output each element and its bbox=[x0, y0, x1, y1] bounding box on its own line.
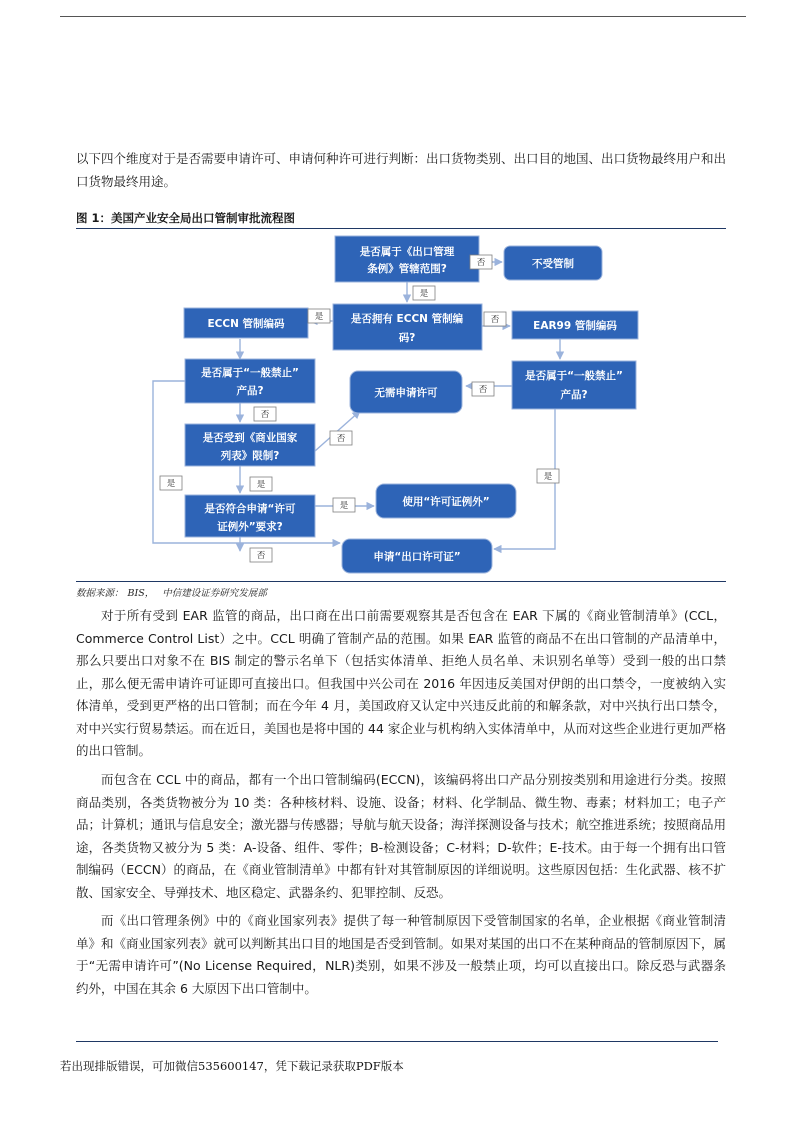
source-org: 中信建设证券研究发展部 bbox=[162, 588, 267, 599]
tag-q3-yes bbox=[160, 476, 182, 490]
svg-text:否: 否 bbox=[256, 551, 266, 561]
box-use-exception bbox=[376, 484, 516, 518]
box-eccn bbox=[184, 308, 308, 338]
box-q3-line1: 是否属于“一般禁止” bbox=[201, 367, 299, 379]
tag-q1-no bbox=[470, 255, 492, 269]
figure-source bbox=[76, 585, 267, 599]
box-ear99 bbox=[512, 311, 638, 339]
svg-text:是: 是 bbox=[256, 480, 266, 490]
body-paragraph-1: 对于所有受到 EAR 监管的商品，出口商在出口前需要观察其是否包含在 EAR 下属的《商业管制清单》(CCL，Commerce Control List）之中。CCL 明确了管制产品的范围。如果 EAR 监管的商品不在出口管制的产品清单中，那么只要出口对象不在 BIS 制定的警示名单下（包括实体清单、拒绝人员名单、未识别名单等）受到一般的出口禁止，那么便无需申请许可证即可直接出口。但我国中兴公司在 2016 年因违反美国对伊朗的出口禁令，一度被纳入实体清单，受到更严格的出口管制；而在今年 4 月，美国政府又认定中兴违反此前的和解条款，对中兴执行出口禁令，对中兴实行贸易禁运。而在近日，美国也是将中国的 44 家企业与机构纳入实体清单中，从而对这些企业进行更加严格的出口管制。 bbox=[76, 608, 726, 758]
tag-q4-yes bbox=[537, 469, 559, 483]
footer-note: 若出现排版错误，可加微信535600147，凭下载记录获取PDF版本 bbox=[60, 1059, 404, 1073]
box-q6-line1: 是否符合申请“许可 bbox=[204, 503, 296, 515]
svg-text:是: 是 bbox=[166, 479, 176, 489]
box-q4-line1: 是否属于“一般禁止” bbox=[525, 370, 623, 382]
figure-top-rule bbox=[76, 228, 726, 229]
box-apply-text: 申请“出口许可证” bbox=[373, 551, 461, 563]
tag-q4-no bbox=[472, 382, 494, 396]
box-nlr bbox=[350, 371, 462, 413]
box-not-controlled bbox=[504, 246, 602, 280]
tag-q5-no bbox=[330, 431, 352, 445]
tag-q2-no bbox=[484, 312, 506, 326]
box-q5-line2: 列表》限制? bbox=[220, 450, 280, 462]
tag-q6-yes bbox=[333, 498, 355, 512]
header-rule bbox=[60, 16, 746, 17]
box-q2 bbox=[333, 304, 482, 350]
box-q4-line2: 产品? bbox=[560, 389, 588, 401]
tag-q5-yes bbox=[250, 477, 272, 491]
box-eccn-text: ECCN 管制编码 bbox=[207, 318, 285, 330]
tag-q1-yes bbox=[413, 286, 435, 300]
box-q6-line2: 证例外”要求? bbox=[217, 521, 283, 533]
svg-text:否: 否 bbox=[336, 434, 346, 444]
figure-title: 图 1：美国产业安全局出口管制审批流程图 bbox=[76, 211, 296, 225]
svg-text:否: 否 bbox=[478, 385, 488, 395]
box-q5 bbox=[185, 424, 315, 466]
box-apply bbox=[342, 539, 492, 573]
svg-text:否: 否 bbox=[490, 315, 500, 325]
box-q3 bbox=[185, 359, 315, 403]
box-q5-line1: 是否受到《商业国家 bbox=[202, 432, 298, 444]
box-q1-line1: 是否属于《出口管理 bbox=[359, 246, 455, 258]
box-use-exception-text: 使用“许可证例外” bbox=[402, 496, 490, 508]
svg-text:否: 否 bbox=[260, 410, 270, 420]
box-q2-line1: 是否拥有 ECCN 管制编 bbox=[350, 313, 464, 325]
box-q1 bbox=[335, 236, 479, 282]
body-paragraph-3: 而《出口管理条例》中的《商业国家列表》提供了每一种管制原因下受管制国家的名单，企业根据《商业管制清单》和《商业国家列表》就可以判断其出口目的地国是否受到管制。如果对某国的出口不在某种商品的管制原因下，属于“无需申请许可”(No License Required，NLR)类别，如果不涉及一般禁止项，均可以直接出口。除反恐与武器条约外，中国在其余 6 大原因下出口管制中。 bbox=[76, 913, 727, 996]
svg-text:是: 是 bbox=[419, 289, 429, 299]
tag-q2-yes bbox=[308, 309, 330, 323]
svg-text:是: 是 bbox=[314, 312, 324, 322]
tag-q3-no bbox=[254, 407, 276, 421]
source-bis: BIS， bbox=[127, 588, 155, 599]
svg-text:是: 是 bbox=[339, 501, 349, 511]
body-paragraph-2: 而包含在 CCL 中的商品，都有一个出口管制编码(ECCN)，该编码将出口产品分别按类别和用途进行分类。按照商品类别，各类货物被分为 10 类：各种核材料、设施、设备；材料、化学制品、微生物、毒素；材料加工；电子产品；计算机；通讯与信息安全；激光器与传感器；导航与航天设备；海洋探测设备与技术；航空推进系统；按照商品用途，各类货物又被分为 5 类：A-设备、组件、零件；B-检测设备；C-材料；D-软件；E-技术。由于每一个拥有出口管制编码（ECCN）的商品，在《商业管制清单》中都有针对其管制原因的详细说明。这些原因包括：生化武器、核不扩散、国家安全、导弹技术、地区稳定、武器条约、犯罪控制、反恐。 bbox=[76, 772, 727, 900]
box-q2-line2: 码? bbox=[398, 332, 416, 344]
box-q4 bbox=[512, 361, 636, 409]
export-control-flowchart bbox=[150, 231, 650, 576]
svg-text:是: 是 bbox=[543, 472, 553, 482]
footer-rule bbox=[76, 1041, 718, 1042]
source-label: 数据来源： bbox=[76, 588, 124, 599]
box-q1-line2: 条例》管辖范围? bbox=[367, 263, 447, 275]
svg-text:否: 否 bbox=[476, 258, 486, 268]
box-nlr-text: 无需申请许可 bbox=[374, 387, 438, 399]
figure-bottom-rule bbox=[76, 581, 726, 582]
box-ear99-text: EAR99 管制编码 bbox=[533, 320, 617, 332]
box-q6 bbox=[185, 495, 315, 537]
box-q3-line2: 产品? bbox=[236, 385, 264, 397]
intro-paragraph: 以下四个维度对于是否需要申请许可、申请何种许可进行判断：出口货物类别、出口目的地国、出口货物最终用户和出口货物最终用途。 bbox=[76, 151, 727, 189]
box-not-controlled-text: 不受管制 bbox=[532, 258, 574, 270]
tag-q6-no bbox=[250, 548, 272, 562]
